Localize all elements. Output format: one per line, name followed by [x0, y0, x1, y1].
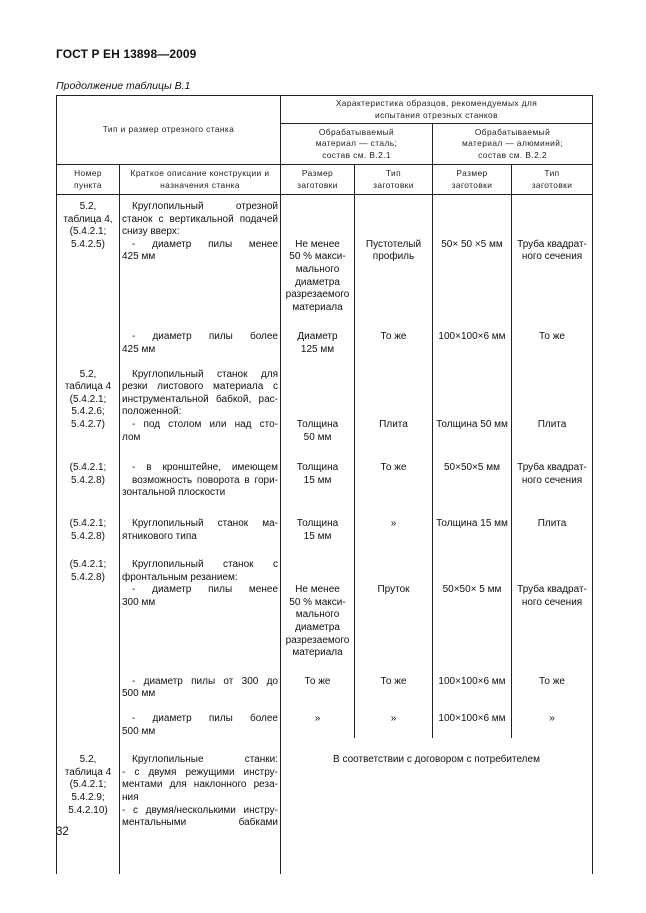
text-line: Толщина 50 мм [436, 418, 508, 430]
item-number-cell [57, 357, 120, 445]
text-line: Круглопильный отрезной [132, 201, 278, 212]
steel-type-cell [355, 357, 433, 445]
text-line: 500 мм [122, 688, 156, 700]
text-line: 50 % макси- [289, 596, 346, 608]
text-line: 5.4.2.8) [71, 474, 105, 486]
specimen-table [56, 95, 593, 874]
text-line: Толщина [296, 462, 339, 474]
text-line: лом [122, 431, 141, 443]
text-line: ментальными бабками [122, 817, 278, 829]
text-line: » [390, 517, 397, 529]
text-line: 5.4.2.10) [68, 804, 108, 816]
alu-size-cell [433, 543, 512, 660]
text-line: » [549, 713, 555, 725]
text-line: 5.4.2.8) [71, 530, 105, 542]
alu-size-cell [433, 195, 512, 315]
description-cell [120, 314, 281, 356]
text-line: ного сечения [521, 596, 583, 608]
text-line: То же [380, 675, 407, 687]
text-line: ного сечения [521, 251, 583, 263]
steel-size-cell [281, 500, 355, 543]
text-line: Диаметр [297, 331, 338, 343]
text-line: положенной: [122, 406, 182, 418]
text-line: Плита [537, 517, 567, 529]
text-line: 100×100×6 мм [438, 675, 506, 687]
text-line: То же [380, 462, 407, 474]
alu-type-cell [512, 314, 593, 356]
text-line: 125 мм [300, 343, 335, 355]
merged-agreement-cell [281, 738, 593, 874]
header-characteristic: Характеристика образцов, рекомендуемых для испытания отрезных станков [281, 96, 593, 124]
page-number: 32 [56, 826, 69, 838]
description-cell [120, 357, 281, 445]
header-type-size: Тип и размер отрезного станка [57, 96, 281, 165]
alu-type-cell [512, 701, 593, 738]
table-continuation-caption: Продолжение таблицы В.1 [56, 80, 191, 92]
header-description: Краткое описание конструкции и назначения станка [120, 165, 281, 195]
text-line: 5.4.2.9; [71, 792, 105, 803]
alu-size-cell [433, 701, 512, 738]
table-row [57, 444, 593, 500]
steel-type-cell [355, 500, 433, 543]
text-line: Толщина 15 мм [436, 517, 508, 529]
text-line: 50× 50 ×5 мм [441, 238, 503, 250]
text-line: - с двумя режущими инстру- [122, 766, 278, 778]
text-line: станок с вертикальной подачей [122, 213, 278, 225]
text-line: (5.4.2.1; [69, 559, 107, 571]
table-row [57, 500, 593, 543]
text-line: - под столом или над сто- [132, 418, 278, 430]
text-line: Круглопильный станок с [132, 559, 278, 571]
text-line: возможность поворота в гори- [132, 474, 278, 486]
table-row [57, 701, 593, 738]
text-line: мального [295, 263, 340, 275]
text-line: 50×50×5 мм [443, 462, 500, 474]
steel-type-cell [355, 660, 433, 701]
text-line: профиль [372, 251, 415, 263]
table-row [57, 738, 593, 874]
alu-type-cell [512, 660, 593, 701]
item-number-cell [57, 543, 120, 738]
alu-size-cell [433, 314, 512, 356]
text-line: ятникового типа [122, 530, 197, 542]
text-line: Не менее [295, 584, 340, 596]
alu-type-cell [512, 357, 593, 445]
text-line: таблица 4 [64, 766, 112, 778]
text-line: таблица 4 [64, 381, 112, 393]
text-line: 50 мм [303, 431, 332, 443]
item-number-cell [57, 738, 120, 874]
text-line: (5.4.2.1; [69, 779, 107, 791]
text-line: Труба квадрат- [517, 584, 587, 596]
text-line: - диаметр пилы от 300 до [132, 675, 278, 687]
text-line: Плита [537, 418, 567, 430]
text-line: диаметра [295, 622, 340, 634]
text-line: ния [122, 792, 139, 803]
text-line: (5.4.2.1; [69, 393, 107, 405]
steel-type-cell [355, 444, 433, 500]
item-number-cell [57, 195, 120, 357]
steel-type-cell [355, 314, 433, 356]
text-line: 5.2, [79, 368, 97, 380]
table-row [57, 314, 593, 356]
alu-size-cell [433, 444, 512, 500]
text-line: - диаметр пилы более [132, 331, 278, 343]
header-alu-size: Размер заготовки [433, 165, 512, 195]
text-line: 5.4.2.7) [71, 418, 105, 430]
text-line: резки листового материала с [122, 381, 278, 393]
text-line: 300 мм [122, 596, 156, 608]
header-aluminium: Обрабатываемый материал — алюминий; состав см. В.2.2 [433, 124, 593, 165]
steel-size-cell [281, 701, 355, 738]
alu-size-cell [433, 660, 512, 701]
text-line: 100×100×6 мм [438, 331, 506, 343]
text-line: Толщина [296, 517, 339, 529]
text-line: Круглопильный станок ма- [132, 517, 278, 529]
text-line: 5.4.2.8) [71, 571, 105, 583]
text-line: 50 % макси- [289, 251, 346, 263]
alu-size-cell [433, 357, 512, 445]
text-line: 5.4.2.5) [71, 238, 105, 250]
merged-note: В соответствии с договором с потребителем [333, 754, 540, 766]
steel-size-cell [281, 543, 355, 660]
header-alu-type: Тип заготовки [512, 165, 593, 195]
text-line: Труба квадрат- [517, 462, 587, 474]
table-row [57, 357, 593, 445]
text-line: фронтальным резанием: [122, 571, 238, 583]
text-line: (5.4.2.1; [69, 517, 107, 529]
text-line: 425 мм [122, 343, 156, 355]
steel-size-cell [281, 660, 355, 701]
table-row [57, 660, 593, 701]
text-line: То же [380, 331, 407, 343]
text-line: таблица 4, [63, 213, 113, 225]
text-line: - с двумя/несколькими инстру- [122, 804, 278, 816]
text-line: 500 мм [122, 725, 156, 737]
text-line: Круглопильный станок для [132, 368, 278, 380]
text-line: ментами для наклонного реза- [122, 779, 278, 791]
steel-size-cell [281, 357, 355, 445]
text-line: 5.4.2.6; [71, 406, 105, 418]
description-cell [120, 500, 281, 543]
header-steel-size: Размер заготовки [281, 165, 355, 195]
text-line: - диаметр пилы менее [132, 238, 278, 250]
steel-size-cell [281, 314, 355, 356]
alu-type-cell [512, 195, 593, 315]
document-header: ГОСТ Р ЕН 13898—2009 [56, 47, 197, 61]
steel-size-cell [281, 444, 355, 500]
description-cell [120, 543, 281, 660]
text-line: Круглопильные станки: [132, 754, 278, 766]
text-line: То же [539, 331, 565, 343]
text-line: - в кронштейне, имеющем [132, 462, 278, 474]
steel-type-cell [355, 701, 433, 738]
alu-type-cell [512, 543, 593, 660]
text-line: Плита [379, 418, 408, 430]
steel-size-cell [281, 195, 355, 315]
item-number-cell [57, 444, 120, 500]
text-line: материала [292, 301, 343, 313]
text-line: Труба квадрат- [517, 238, 587, 250]
header-item-number: Номер пункта [57, 165, 120, 195]
table-row [57, 543, 593, 660]
text-line: » [390, 713, 397, 725]
alu-type-cell [512, 444, 593, 500]
text-line: 15 мм [303, 530, 332, 542]
text-line: 425 мм [122, 251, 156, 263]
description-cell [120, 701, 281, 738]
text-line: Пустотелый [365, 238, 422, 250]
header-steel: Обрабатываемый материал — сталь; состав см. В.2.1 [281, 124, 433, 165]
alu-size-cell [433, 500, 512, 543]
text-line: » [314, 713, 321, 725]
text-line: - диаметр пилы более [132, 713, 278, 725]
text-line: 50×50× 5 мм [442, 584, 502, 596]
text-line: 15 мм [303, 474, 332, 486]
header-steel-type: Тип заготовки [355, 165, 433, 195]
text-line: разрезаемого [285, 634, 350, 646]
alu-type-cell [512, 500, 593, 543]
text-line: 100×100×6 мм [438, 713, 506, 725]
text-line: снизу вверх: [122, 226, 180, 238]
text-line: То же [304, 675, 331, 687]
text-line: материала [292, 647, 343, 659]
text-line: мального [295, 609, 340, 621]
text-line: разрезаемого [285, 289, 350, 301]
text-line: ного сечения [521, 474, 583, 486]
steel-type-cell [355, 543, 433, 660]
text-line: 5.2, [79, 754, 97, 766]
text-line: Толщина [296, 418, 339, 430]
description-cell [120, 660, 281, 701]
item-number-cell [57, 500, 120, 543]
text-line: (5.4.2.1; [69, 226, 107, 238]
text-line: Пруток [377, 584, 410, 596]
text-line: зонтальной плоскости [122, 487, 226, 499]
steel-type-cell [355, 195, 433, 315]
text-line: - диаметр пилы менее [132, 584, 278, 596]
text-line: (5.4.2.1; [69, 462, 107, 474]
text-line: диаметра [295, 276, 340, 288]
table-row [57, 195, 593, 315]
description-cell [120, 738, 281, 874]
description-cell [120, 195, 281, 315]
text-line: инструментальной бабкой, рас- [122, 393, 278, 405]
text-line: 5.2, [79, 201, 97, 212]
text-line: То же [539, 675, 565, 687]
text-line: Не менее [295, 238, 340, 250]
description-cell [120, 444, 281, 500]
